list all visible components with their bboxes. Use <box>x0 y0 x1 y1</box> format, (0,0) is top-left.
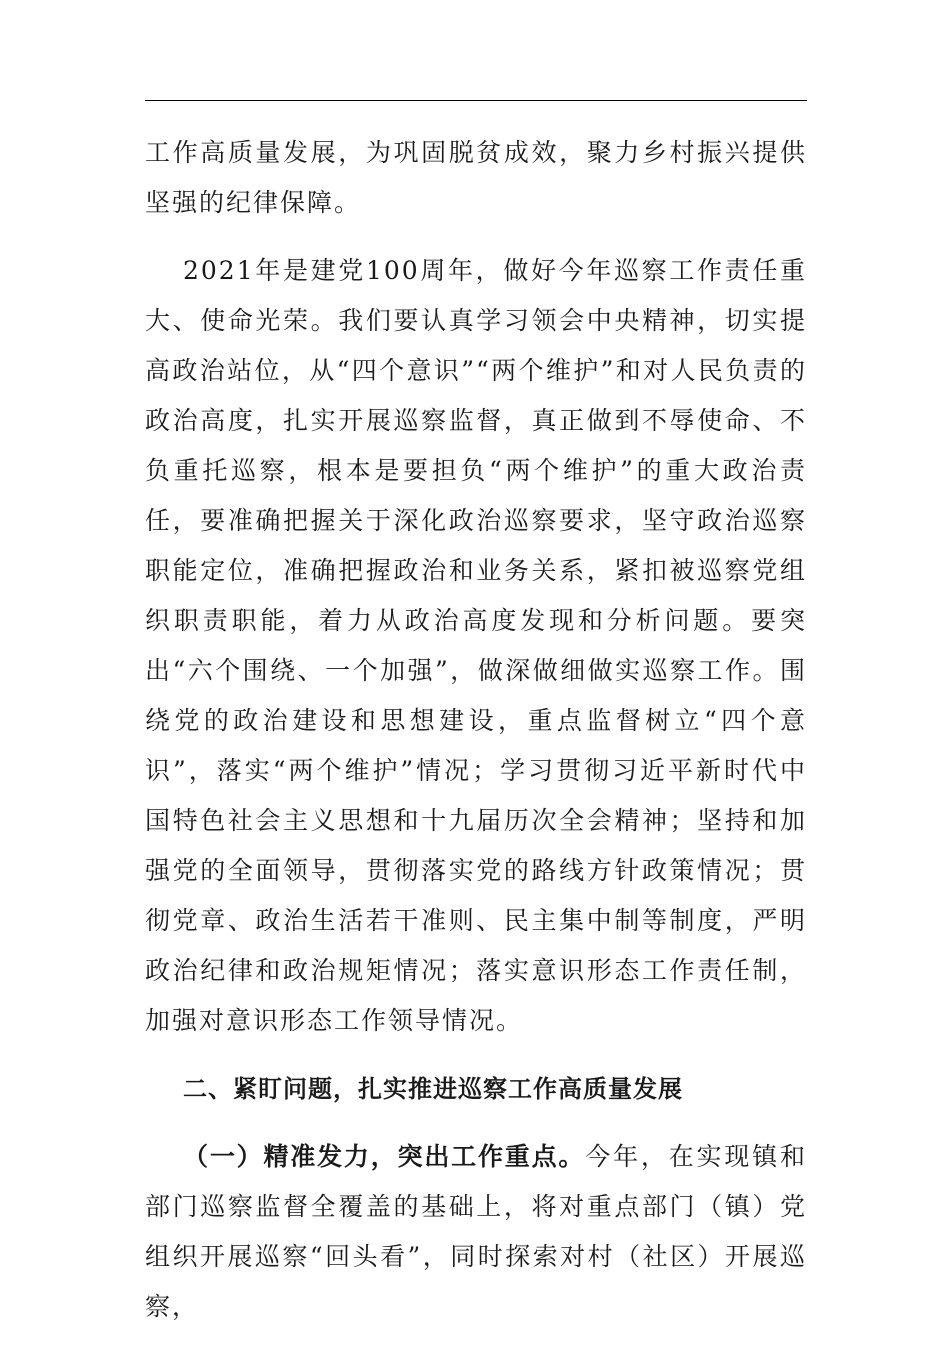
header-rule <box>145 100 807 101</box>
paragraph-subsection-one <box>145 1132 807 1332</box>
document-body <box>145 128 807 1350</box>
paragraph-continued: 工作高质量发展，为巩固脱贫成效，聚力乡村振兴提供坚强的纪律保障。 <box>145 138 807 217</box>
subsection-lead: （一）精准发力，突出工作重点。 <box>183 1142 586 1171</box>
section-heading: 二、紧盯问题，扎实推进巡察工作高质量发展 <box>183 1075 683 1103</box>
subsection-text: 今年，在实现镇和部门巡察监督全覆盖的基础上，将对重点部门（镇）党组织开展巡察“回头看”，同时探索对村（社区）开展巡察， <box>145 1142 807 1321</box>
paragraph-party-centenary: 2021年是建党100周年，做好今年巡察工作责任重大、使命光荣。我们要认真学习领会中央精神，切实提高政治站位，从“四个意识”“两个维护”和对人民负责的政治高度，扎实开展巡察监督，真正做到不辱使命、不负重托巡察，根本是要担负“两个维护”的重大政治责任，要准确把握关于深化政治巡察要求，坚守政治巡察职能定位，准确把握政治和业务关系，紧扣被巡察党组织职责职能，着力从政治高度发现和分析问题。要突出“六个围绕、一个加强”，做深做细做实巡察工作。围绕党的政治建设和思想建设，重点监督树立“四个意识”，落实“两个维护”情况；学习贯彻习近平新时代中国特色社会主义思想和十九届历次全会精神；坚持和加强党的全面领导，贯彻落实党的路线方针政策情况；贯彻党章、政治生活若干准则、民主集中制等制度，严明政治纪律和政治规矩情况；落实意识形态工作责任制，加强对意识形态工作领导情况。 <box>145 256 807 1035</box>
